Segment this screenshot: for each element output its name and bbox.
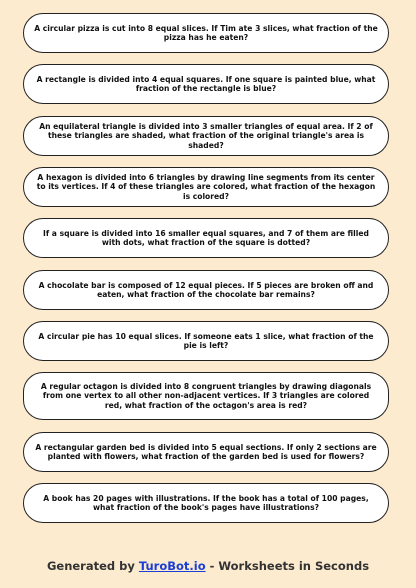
footer-suffix: - Worksheets in Seconds: [205, 559, 370, 573]
question-card: [23, 270, 389, 310]
question-text: An equilateral triangle is divided into 3 smaller triangles of equal area. If 2 of these triangles are shaded, what fraction of the original triangle's area is shaded?: [39, 121, 373, 150]
brand-link[interactable]: TuroBot.io: [138, 559, 206, 573]
question-card: [23, 483, 389, 523]
footer-prefix: Generated by: [46, 559, 139, 573]
question-card: [23, 372, 389, 420]
footer-credit: [0, 559, 416, 573]
question-card: [23, 167, 389, 207]
question-text: A chocolate bar is composed of 12 equal pieces. If 5 pieces are broken off and eaten, what fraction of the chocolate bar remains?: [38, 280, 374, 299]
question-text: A circular pizza is cut into 8 equal slices. If Tim ate 3 slices, what fraction of the pizza has he eaten?: [34, 23, 378, 42]
question-card: [23, 321, 389, 361]
question-text: A rectangle is divided into 4 equal squares. If one square is painted blue, what fraction of the rectangle is blue?: [36, 74, 376, 93]
question-card: [23, 13, 389, 53]
question-text: If a square is divided into 16 smaller equal squares, and 7 of them are filled with dots, what fraction of the square is dotted?: [43, 228, 369, 247]
question-text: A regular octagon is divided into 8 congruent triangles by drawing diagonals from one vertex to all other non-adjacent vertices. If 3 triangles are colored red, what fraction of the octagon's area is red?: [40, 381, 372, 410]
question-text: A hexagon is divided into 6 triangles by drawing line segments from its center to its vertices. If 4 of these triangles are colored, what fraction of the hexagon is colored?: [36, 172, 376, 201]
question-card: [23, 116, 389, 156]
question-card: [23, 218, 389, 258]
question-text: A rectangular garden bed is divided into 5 equal sections. If only 2 sections are planted with flowers, what fraction of the garden bed is used for flowers?: [35, 442, 377, 461]
question-card: [23, 64, 389, 104]
question-card: [23, 432, 389, 472]
question-text: A circular pie has 10 equal slices. If someone eats 1 slice, what fraction of the pie is left?: [38, 331, 374, 350]
question-text: A book has 20 pages with illustrations. If the book has a total of 100 pages, what fraction of the book's pages have illustrations?: [43, 493, 369, 512]
